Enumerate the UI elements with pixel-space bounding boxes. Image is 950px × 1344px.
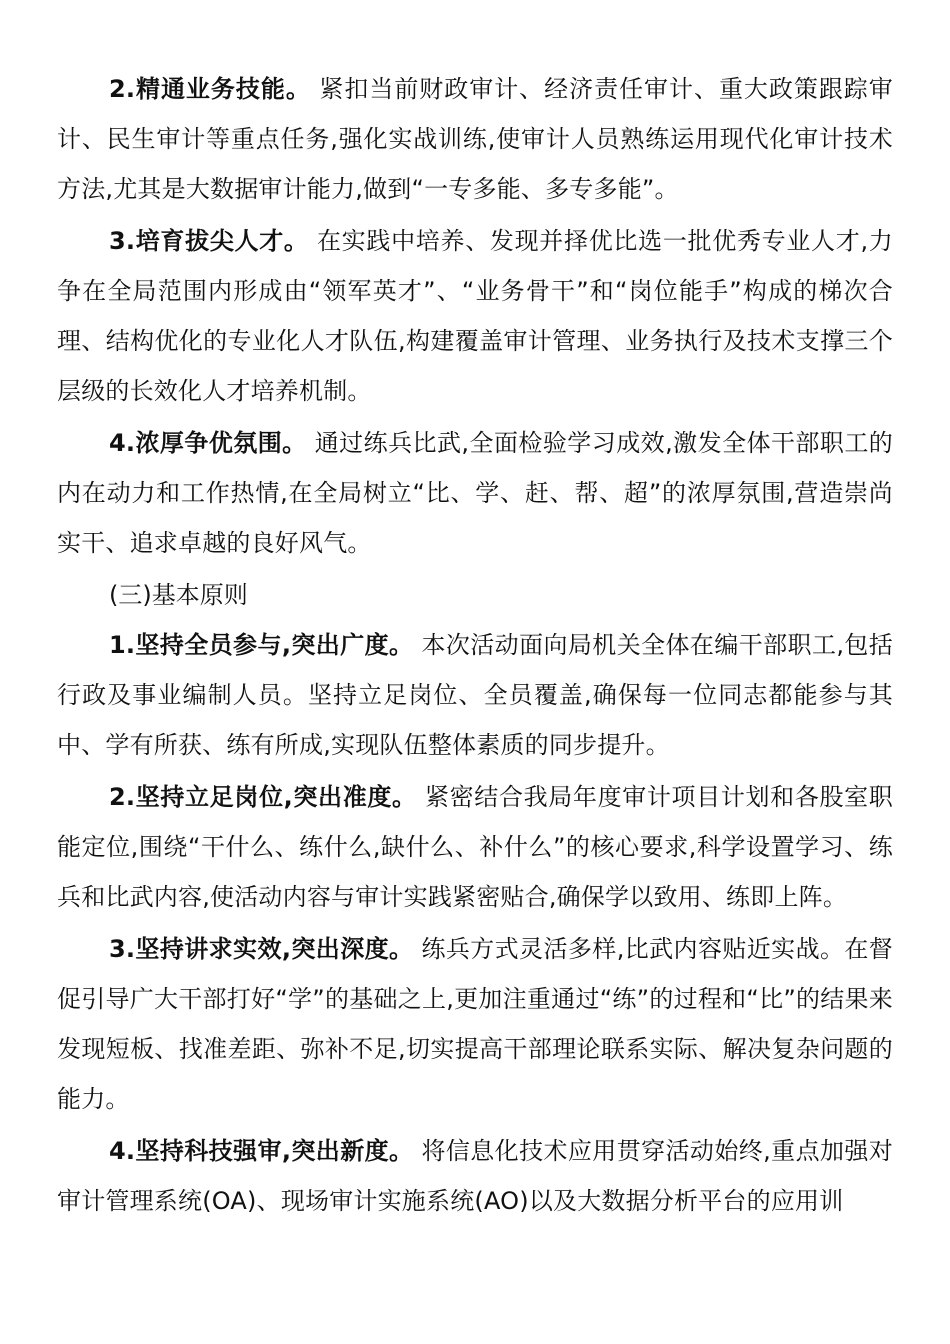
principle-lead: 4.坚持科技强审,突出新度。	[109, 1137, 414, 1165]
principle-2	[57, 772, 893, 922]
paragraph-goal-4	[57, 418, 893, 568]
principle-text: 紧密结合我局年度审计项目计划和各股室职能定位,围绕“干什么、练什么,缺什么、补什么”的核心要求,科学设置学习、练兵和比武内容,使活动内容与审计实践紧密贴合,确保学以致用、练即上阵。	[57, 783, 893, 911]
principle-lead: 2.坚持立足岗位,突出准度。	[109, 783, 417, 811]
paragraph-goal-2	[57, 64, 893, 214]
principle-text: 练兵方式灵活多样,比武内容贴近实战。在督促引导广大干部打好“学”的基础之上,更加注重通过“练”的过程和“比”的结果来发现短板、找准差距、弥补不足,切实提高干部理论联系实际、解决复杂问题的能力。	[57, 935, 893, 1113]
paragraph-lead: 3.培育拔尖人才。	[109, 227, 309, 255]
paragraph-text: 紧扣当前财政审计、经济责任审计、重大政策跟踪审计、民生审计等重点任务,强化实战训练,使审计人员熟练运用现代化审计技术方法,尤其是大数据审计能力,做到“一专多能、多专多能”。	[57, 75, 893, 203]
principle-4	[57, 1126, 893, 1226]
paragraph-text: 在实践中培养、发现并择优比选一批优秀专业人才,力争在全局范围内形成由“领军英才”、“业务骨干”和“岗位能手”构成的梯次合理、结构优化的专业化人才队伍,构建覆盖审计管理、业务执行及技术支撑三个层级的长效化人才培养机制。	[57, 227, 893, 405]
document-page	[57, 64, 893, 1228]
paragraph-lead: 2.精通业务技能。	[109, 75, 311, 103]
principle-3	[57, 924, 893, 1124]
principle-1	[57, 620, 893, 770]
principle-text: 本次活动面向局机关全体在编干部职工,包括行政及事业编制人员。坚持立足岗位、全员覆盖,确保每一位同志都能参与其中、学有所获、练有所成,实现队伍整体素质的同步提升。	[57, 631, 893, 759]
principle-lead: 1.坚持全员参与,突出广度。	[109, 631, 414, 659]
paragraph-lead: 4.浓厚争优氛围。	[109, 429, 307, 457]
principle-text: 将信息化技术应用贯穿活动始终,重点加强对审计管理系统(OA)、现场审计实施系统(AO)以及大数据分析平台的应用训	[57, 1137, 893, 1215]
paragraph-text: 通过练兵比武,全面检验学习成效,激发全体干部职工的内在动力和工作热情,在全局树立“比、学、赶、帮、超”的浓厚氛围,营造崇尚实干、追求卓越的良好风气。	[57, 429, 893, 557]
paragraph-goal-3	[57, 216, 893, 416]
section-heading: (三)基本原则	[109, 581, 248, 609]
principle-lead: 3.坚持讲求实效,突出深度。	[109, 935, 414, 963]
